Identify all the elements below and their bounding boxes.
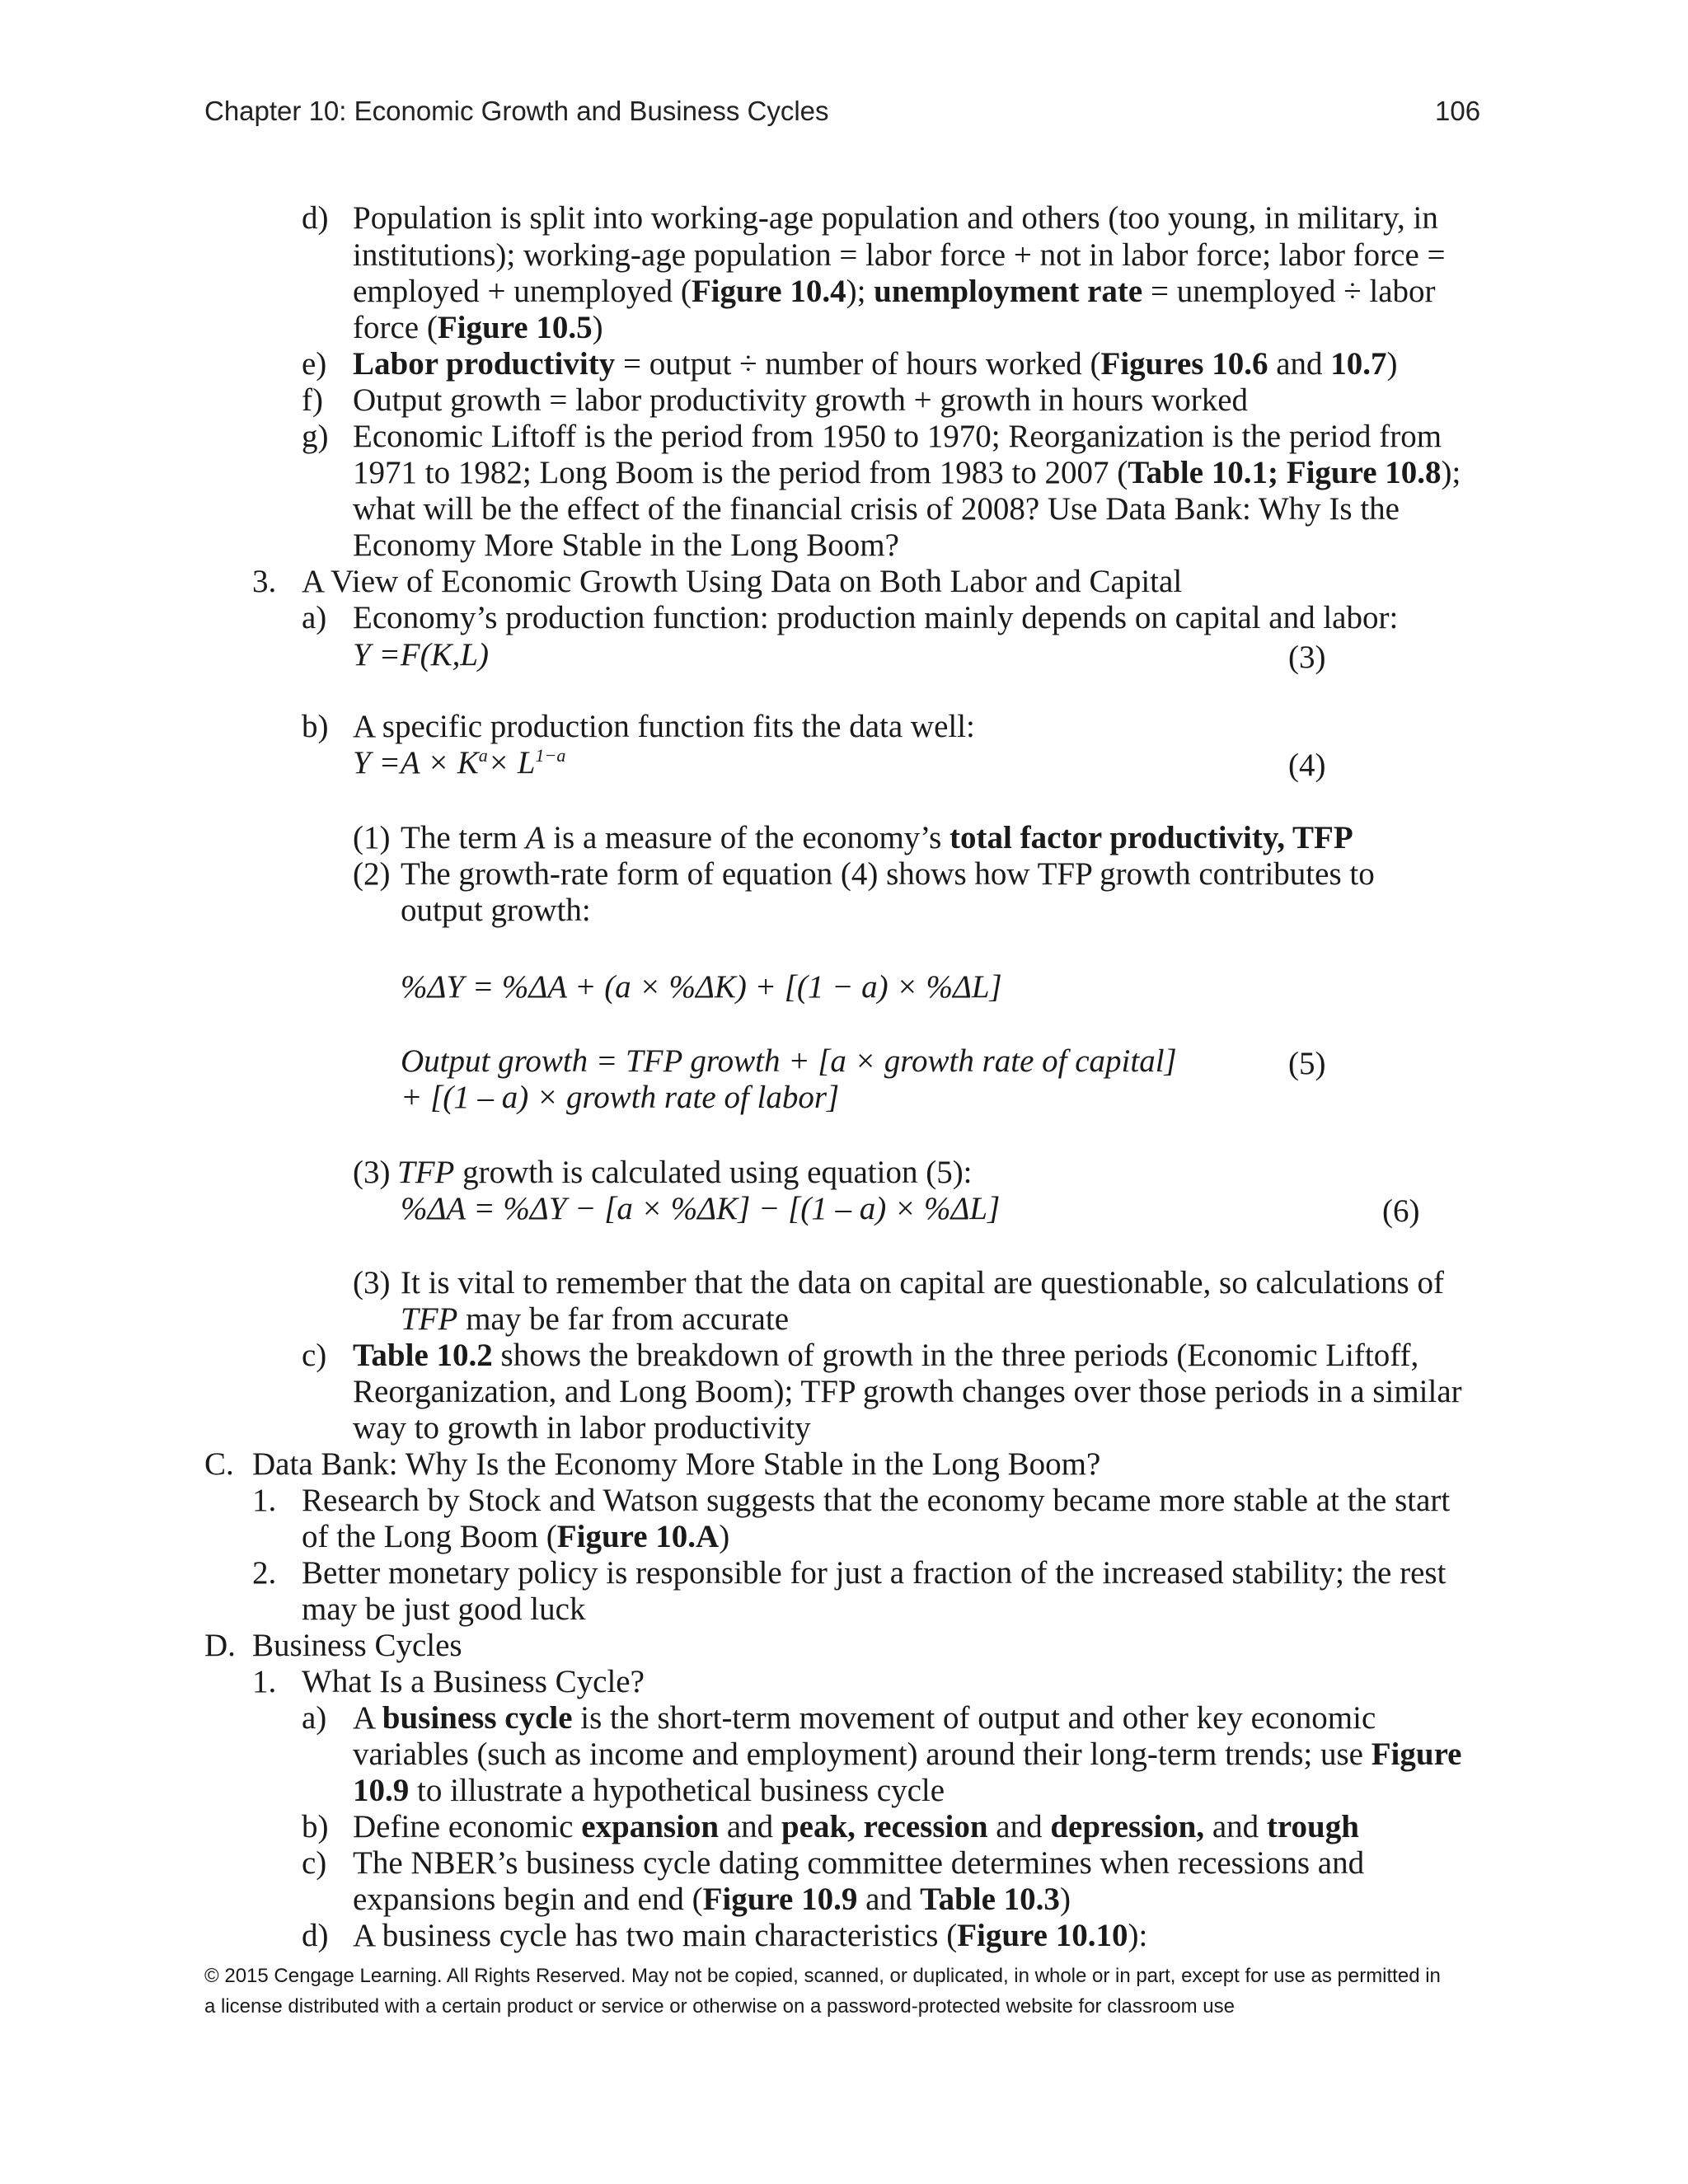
figure-ref: 10.9: [353, 1773, 410, 1808]
line-text: variables (such as income and employment) around their long-term trends; use Figure: [353, 1736, 1462, 1772]
list-marker: a): [302, 1700, 327, 1736]
list-marker: C.: [204, 1446, 234, 1482]
list-marker: e): [302, 346, 327, 382]
term-unemployment-rate: unemployment rate: [874, 274, 1143, 309]
line-text: A business cycle is the short-term movement of output and other key economic: [353, 1700, 1376, 1736]
line-text: Economy’s production function: production mainly depends on capital and labor:: [353, 600, 1399, 635]
line-text: Economy More Stable in the Long Boom?: [353, 527, 899, 563]
page-number: 106: [1435, 96, 1481, 126]
list-marker: b): [302, 1809, 329, 1844]
term-tfp: total factor productivity, TFP: [950, 820, 1353, 855]
line-text: A business cycle has two main characteristics (Figure 10.10):: [353, 1918, 1148, 1953]
equation-text: Output growth = TFP growth + [a × growth rate of capital]: [401, 1043, 1177, 1079]
list-marker: c): [302, 1338, 327, 1373]
chapter-title: Chapter 10: Economic Growth and Business Cycles: [204, 96, 829, 126]
list-marker: (1): [353, 820, 391, 855]
equation-number-3: (3): [1288, 640, 1326, 675]
equation-text: %ΔA = %ΔY − [a × %ΔK] − [(1 – a) × %ΔL]: [401, 1191, 1001, 1226]
equation-text: + [(1 – a) × growth rate of labor]: [401, 1080, 840, 1115]
equation-text: Y =F(K,L): [353, 637, 490, 673]
list-marker: (3): [353, 1155, 391, 1190]
line-text: Better monetary policy is responsible for just a fraction of the increased stability; the rest: [302, 1555, 1447, 1591]
line-text: Output growth = labor productivity growth + growth in hours worked: [353, 382, 1249, 418]
equation-text: %ΔY = %ΔA + (a × %ΔK) + [(1 − a) × %ΔL]: [401, 969, 1002, 1005]
figure-ref: Figure 10.A: [556, 1519, 720, 1554]
line-text: institutions); working-age population = labor force + not in labor force; labor force =: [353, 237, 1446, 273]
line-text: A View of Economic Growth Using Data on Both Labor and Capital: [302, 564, 1183, 599]
list-marker: d): [302, 1918, 329, 1953]
list-marker: d): [302, 200, 329, 236]
equation-number-5: (5): [1288, 1046, 1326, 1081]
list-marker: 3.: [252, 564, 277, 599]
figure-ref: Figures 10.6: [1100, 346, 1268, 382]
table-figure-ref: Table 10.1; Figure 10.8: [1128, 455, 1442, 490]
line-text: Labor productivity = output ÷ number of hours worked (Figures 10.6 and 10.7): [353, 346, 1398, 382]
list-marker: g): [302, 419, 329, 454]
list-marker: 1.: [252, 1483, 277, 1518]
line-text: Population is split into working-age population and others (too young, in military, in: [353, 200, 1438, 236]
list-marker: b): [302, 709, 329, 744]
list-marker: (3): [353, 1265, 391, 1301]
equation-number-6: (6): [1382, 1193, 1420, 1229]
line-text: Business Cycles: [252, 1628, 462, 1663]
figure-ref: Figure 10.5: [437, 310, 593, 345]
line-text: Table 10.2 shows the breakdown of growth in the three periods (Economic Liftoff,: [353, 1338, 1419, 1373]
figure-ref: Figure 10.10: [957, 1918, 1128, 1953]
term-labor-productivity: Labor productivity: [353, 346, 616, 382]
list-marker: f): [302, 382, 323, 418]
figure-ref: Figure 10.9: [702, 1882, 858, 1917]
line-text: TFP may be far from accurate: [401, 1301, 790, 1337]
line-text: Economic Liftoff is the period from 1950 to 1970; Reorganization is the period from: [353, 419, 1442, 454]
line-text: may be just good luck: [302, 1591, 586, 1627]
line-text: A specific production function fits the data well:: [353, 709, 975, 744]
figure-ref: Figure: [1371, 1736, 1462, 1772]
list-marker: a): [302, 600, 327, 635]
line-text: expansions begin and end (Figure 10.9 and Table 10.3): [353, 1882, 1071, 1917]
line-text: way to growth in labor productivity: [353, 1410, 811, 1446]
line-text: Research by Stock and Watson suggests that the economy became more stable at the start: [302, 1483, 1451, 1518]
line-text: of the Long Boom (Figure 10.A): [302, 1519, 730, 1554]
line-text: 1971 to 1982; Long Boom is the period from 1983 to 2007 (Table 10.1; Figure 10.8);: [353, 455, 1461, 490]
copyright-footer: © 2015 Cengage Learning. All Rights Reserved. May not be copied, scanned, or duplicated, in whole or in part, except for use as permitted in: [204, 1965, 1441, 1987]
line-text: Data Bank: Why Is the Economy More Stable in the Long Boom?: [252, 1446, 1101, 1482]
equation-number-4: (4): [1288, 748, 1326, 783]
figure-ref: 10.7: [1330, 346, 1387, 382]
figure-ref: Figure 10.4: [691, 274, 846, 309]
list-marker: 2.: [252, 1555, 277, 1591]
line-text: 10.9 to illustrate a hypothetical business cycle: [353, 1773, 945, 1808]
term-business-cycle: business cycle: [382, 1700, 573, 1736]
list-marker: (2): [353, 856, 391, 892]
table-ref: Table 10.2: [353, 1338, 493, 1373]
line-text: TFP growth is calculated using equation (5):: [397, 1155, 973, 1190]
line-text: Define economic expansion and peak, recession and depression, and trough: [353, 1809, 1359, 1844]
line-text: The NBER’s business cycle dating committee determines when recessions and: [353, 1845, 1365, 1881]
line-text: what will be the effect of the financial crisis of 2008? Use Data Bank: Why Is the: [353, 491, 1400, 527]
list-marker: D.: [204, 1628, 236, 1663]
line-text: The growth-rate form of equation (4) shows how TFP growth contributes to: [401, 856, 1375, 892]
equation-text: $Y =A \times K^a\times L^{1-a}$: [353, 745, 566, 780]
line-text: What Is a Business Cycle?: [302, 1664, 645, 1699]
line-text: It is vital to remember that the data on capital are questionable, so calculations of: [401, 1265, 1444, 1301]
line-text: The term A is a measure of the economy’s total factor productivity, TFP: [401, 820, 1353, 855]
line-text: employed + unemployed (Figure 10.4); unemployment rate = unemployed ÷ labor: [353, 274, 1436, 309]
line-text: output growth:: [401, 893, 591, 928]
line-text: Reorganization, and Long Boom); TFP growth changes over those periods in a similar: [353, 1374, 1462, 1409]
list-marker: c): [302, 1845, 327, 1881]
line-text: force (Figure 10.5): [353, 310, 603, 345]
list-marker: 1.: [252, 1664, 277, 1699]
copyright-footer-line-2: a license distributed with a certain product or service or otherwise on a password-protected website for classroom use: [204, 1995, 1235, 2018]
table-ref: Table 10.3: [920, 1882, 1060, 1917]
